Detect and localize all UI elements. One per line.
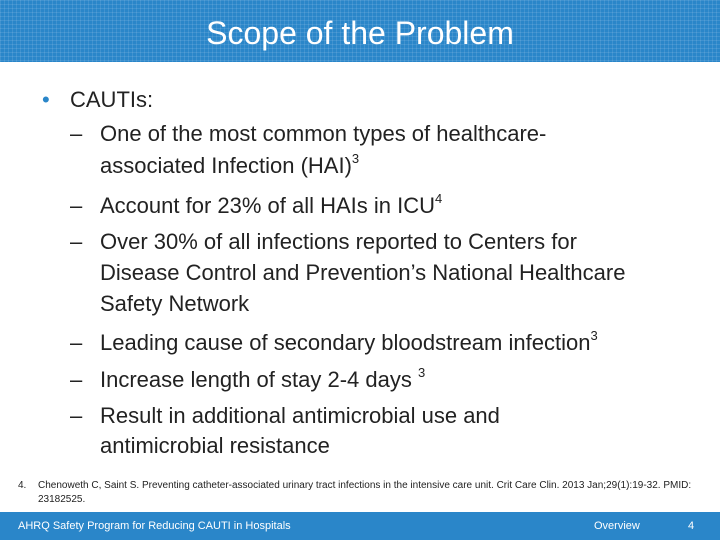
reference-marker: 3: [590, 328, 598, 343]
footnote-number: 4.: [18, 480, 27, 491]
dash-icon: –: [70, 193, 83, 218]
footer-bar: [0, 512, 720, 540]
footer-section-label: Overview: [594, 520, 640, 532]
reference-marker: 3: [417, 365, 426, 380]
dash-icon: –: [70, 121, 83, 146]
sub-bullet-antimicrobial-cont: antimicrobial resistance: [100, 433, 330, 458]
footnote-text: Chenoweth C, Saint S. Preventing catheter-associated urinary tract infections in the intensive care unit. Crit Care Clin. 2013 Jan;29(1):19-32. PMID: 23182525.: [38, 480, 692, 505]
sub-bullet-common-types-cont: associated Infection (HAI)$^3$: [100, 151, 360, 178]
sub-bullet-common-types: – One of the most common types of healthcare-: [70, 121, 547, 146]
sub-bullet-cdc-cont-2: Safety Network: [100, 291, 250, 316]
bullet-dot-icon: •: [42, 87, 50, 112]
title-bar: [0, 0, 720, 62]
dash-icon: –: [70, 229, 83, 254]
reference-marker: 4: [435, 191, 443, 206]
reference-marker: 3: [351, 151, 360, 166]
sub-bullet-bloodstream: – Leading cause of secondary bloodstream infection$^3$: [70, 328, 598, 355]
sub-bullet-length-of-stay: – Increase length of stay 2-4 days $^3$: [70, 365, 426, 392]
sub-bullet-cdc: – Over 30% of all infections reported to Centers for: [70, 229, 577, 254]
dash-icon: –: [70, 403, 83, 428]
dash-icon: –: [70, 330, 83, 355]
bullet-cautis: • CAUTIs:: [42, 87, 154, 112]
slide-title: Scope of the Problem: [206, 15, 514, 51]
sub-bullet-icu: – Account for 23% of all HAIs in ICU$^4$: [70, 191, 443, 218]
sub-bullet-cdc-cont: Disease Control and Prevention’s National Healthcare: [100, 260, 626, 285]
sub-bullet-antimicrobial: – Result in additional antimicrobial use and: [70, 403, 500, 428]
dash-icon: –: [70, 367, 83, 392]
footer-program-name: AHRQ Safety Program for Reducing CAUTI in Hospitals: [18, 520, 291, 532]
page-number: 4: [688, 520, 695, 532]
